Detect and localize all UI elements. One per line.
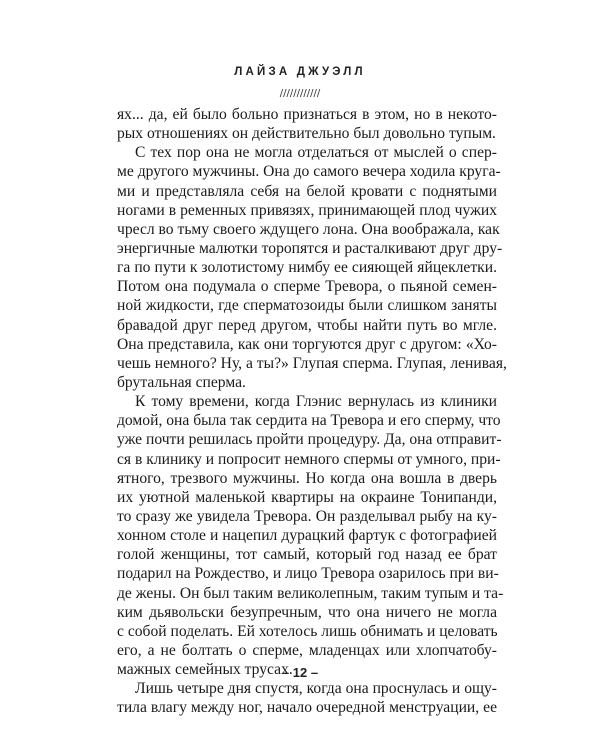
text-line: ногами в ременных привязях, принимающей плод чужих xyxy=(117,201,497,219)
text-line: Лишь четыре дня спустя, когда она проснулась и ощу- xyxy=(135,680,497,698)
text-line: подарил на Рождество, и лицо Тревора озарилось при ви- xyxy=(117,565,499,583)
running-head-author: ЛАЙЗА ДЖУЭЛЛ xyxy=(234,66,366,78)
text-line: Потом она подумала о сперме Тревора, о пьяной семен- xyxy=(117,278,497,296)
text-line: К тому времени, когда Глэнис вернулась из клиники xyxy=(135,393,497,411)
text-line: их уютной маленькой квартиры на окраине Тонипанди, xyxy=(117,488,497,506)
text-line: де жены. Он был таким великолепным, таким тупым и та- xyxy=(117,584,504,602)
header-ornament: //////////// xyxy=(279,88,321,99)
text-line: ми и представляла себя на белой кровати с поднятыми xyxy=(117,182,497,200)
text-line: чешь немного? Ну, а ты?» Глупая сперма. Глупая, ленивая, xyxy=(117,354,507,372)
text-line: тила влагу между ног, начало очередной менструации, ее xyxy=(117,699,497,717)
text-line: ме другого мужчины. Она до самого вечера ходила круга- xyxy=(117,163,501,181)
text-line: голой женщины, тот самый, который год назад ее брат xyxy=(117,546,497,564)
text-line: то сразу же увидела Тревора. Он разделывал рыбу на ку- xyxy=(117,507,497,525)
text-line: ким дьявольски безупречным, что она ничего не могла xyxy=(117,603,497,621)
text-line: С тех пор она не могла отделаться от мыслей о спер- xyxy=(135,144,497,162)
text-line: хонном столе и нацепил дурацкий фартук с фотографией xyxy=(117,527,497,545)
text-line: рых отношениях он действительно был довольно тупым. xyxy=(117,125,496,143)
body-text xyxy=(117,105,507,718)
text-line: брутальная сперма. xyxy=(117,373,246,391)
text-line: Она представила, как они торгуются друг с другом: «Хо- xyxy=(117,335,497,353)
page-number: – 12 – xyxy=(281,665,319,680)
text-line: мажных семейных трусах. xyxy=(117,661,293,679)
text-line: домой, она была так сердита на Тревора и его сперму, что xyxy=(117,412,501,430)
text-line: ятного, трезвого мужчины. Но когда она вошла в дверь xyxy=(117,469,497,487)
text-line: ной жидкости, где сперматозоиды были слишком заняты xyxy=(117,297,497,315)
text-line: бравадой друг перед другом, чтобы найти путь во мгле. xyxy=(117,316,497,334)
text-line: энергичные малютки торопятся и расталкивают друг дру- xyxy=(117,239,503,257)
text-line: чресл во тьму своего ждущего лона. Она воображала, как xyxy=(117,220,500,238)
text-line: га по пути к золотистому нимбу ее сияющей яйцеклетки. xyxy=(117,259,497,277)
text-line: ях... да, ей было больно признаться в этом, но в некото- xyxy=(117,106,497,123)
text-line: с собой поделать. Ей хотелось лишь обнимать и целовать xyxy=(117,622,498,640)
text-line: ся в клинику и попросит немного спермы от умного, при- xyxy=(117,450,501,468)
text-line: уже почти решилась пройти процедуру. Да, она отправит- xyxy=(117,431,502,449)
text-line: его, а не болтать о сперме, младенцах или хлопчатобу- xyxy=(117,641,497,659)
